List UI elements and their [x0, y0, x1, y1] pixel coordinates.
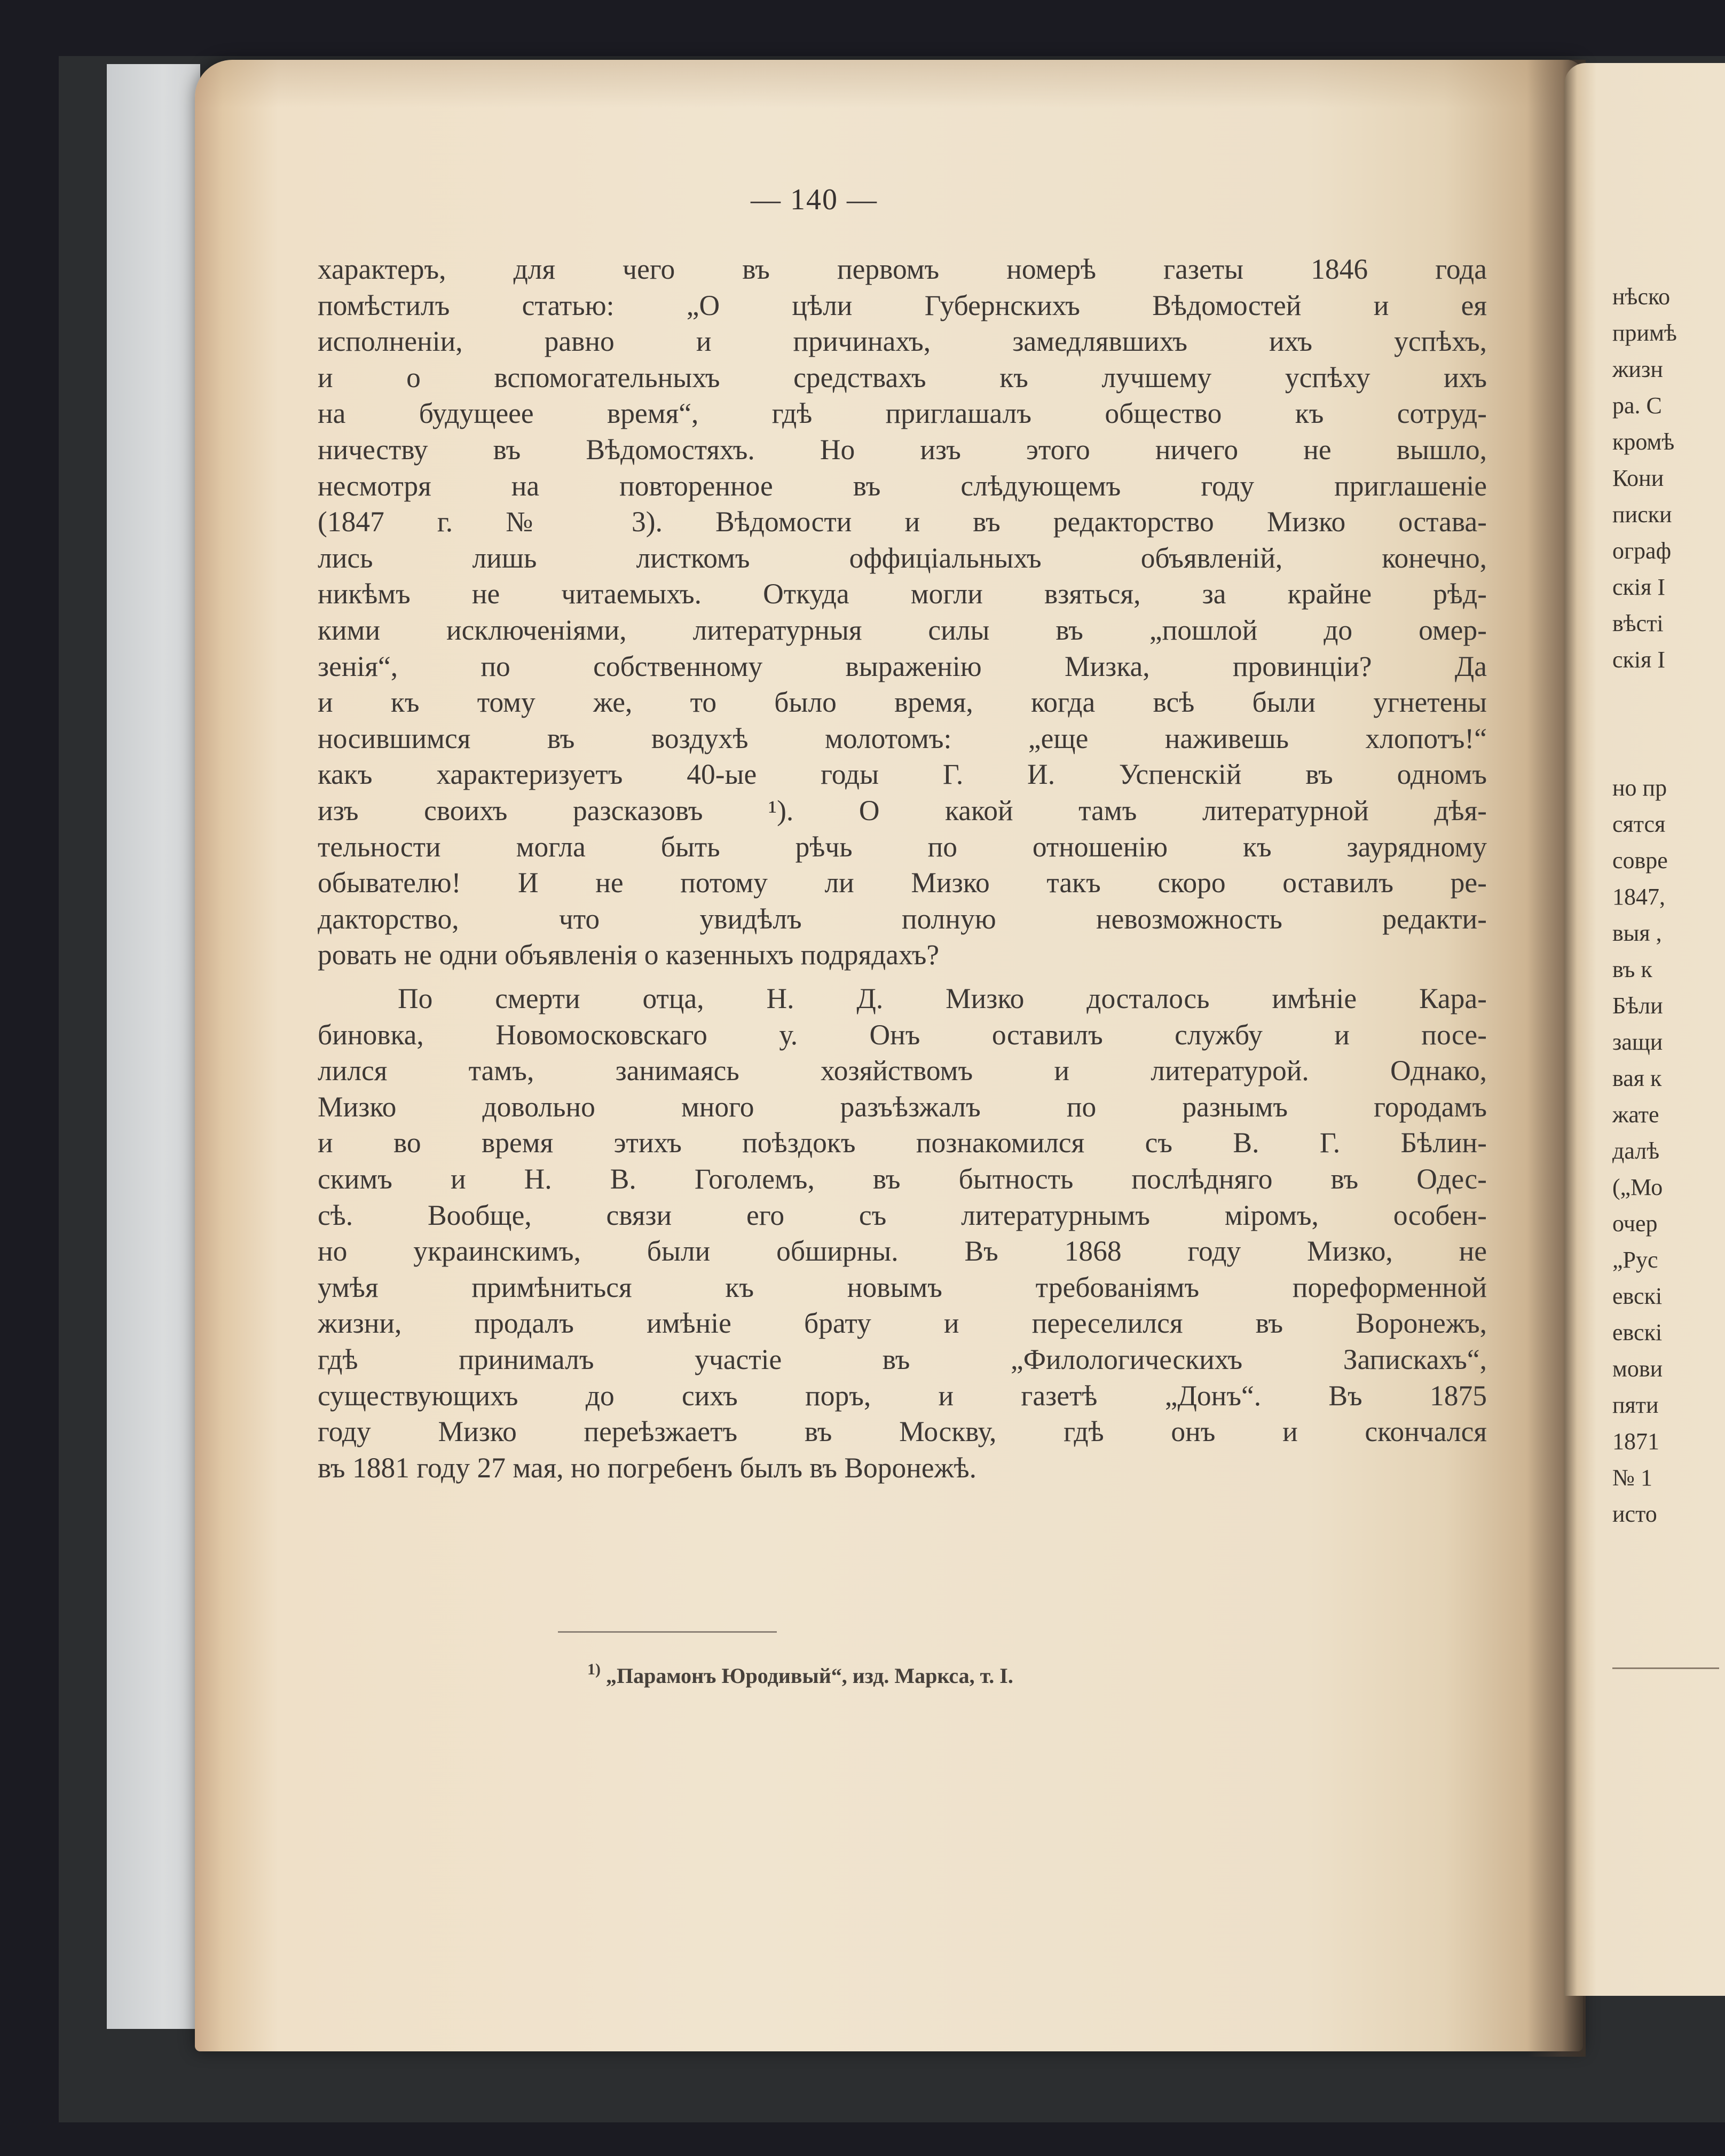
text-line: умѣя примѣниться къ новымъ требованіямъ пореформенной — [318, 1271, 1487, 1303]
text-line: сѣ. Вообще, связи его съ литературнымъ міромъ, особен- — [318, 1199, 1487, 1231]
facing-text-line: жизн — [1612, 356, 1663, 382]
facing-text-line: Кони — [1612, 465, 1664, 491]
facing-text-line: евскі — [1612, 1319, 1663, 1345]
facing-text-line: „Рус — [1612, 1247, 1658, 1273]
text-line: характеръ, для чего въ первомъ номерѣ газеты 1846 года — [318, 253, 1487, 285]
facing-text-line: выя , — [1612, 920, 1662, 946]
facing-text-line: ра. С — [1612, 392, 1662, 419]
text-line: и о вспомогательныхъ средствахъ къ лучшему успѣху ихъ — [318, 361, 1487, 394]
facing-text-line: Бѣли — [1612, 993, 1663, 1019]
text-line: несмотря на повторенное въ слѣдующемъ году приглашеніе — [318, 469, 1487, 502]
text-line: въ 1881 году 27 мая, но погребенъ былъ въ Воронежѣ. — [318, 1451, 977, 1484]
facing-text-line: скія І — [1612, 647, 1666, 673]
text-line: и къ тому же, то было время, когда всѣ были угнетены — [318, 686, 1487, 719]
text-line: году Мизко переѣзжаетъ въ Москву, гдѣ онъ и скончался — [318, 1415, 1487, 1448]
text-line: Мизко довольно много разъѣзжалъ по разнымъ городамъ — [318, 1090, 1487, 1123]
page-number: — 140 — — [751, 183, 878, 216]
facing-text-line: 1871 — [1612, 1428, 1659, 1454]
text-line: зенія“, по собственному выраженію Мизка, провинціи? Да — [318, 650, 1487, 682]
facing-text-line: въ к — [1612, 956, 1652, 982]
text-line: никѣмъ не читаемыхъ. Откуда могли взяться, за крайне рѣд- — [318, 578, 1487, 610]
page-top-shade — [195, 60, 1583, 108]
text-line: ровать не одни объявленія о казенныхъ подрядахъ? — [318, 939, 940, 971]
facing-text-line: сятся — [1612, 811, 1666, 837]
facing-text-line: далѣ — [1612, 1138, 1660, 1164]
footnote — [587, 1661, 1013, 1688]
text-line: на будущеее время“, гдѣ приглашалъ общество къ сотруд- — [318, 397, 1487, 430]
facing-text-line: пяти — [1612, 1392, 1659, 1418]
facing-text-line: евскі — [1612, 1283, 1663, 1309]
text-line: биновка, Новомосковскаго у. Онъ оставилъ службу и посе- — [318, 1018, 1487, 1051]
text-line: (1847 г. № 3). Вѣдомости и въ редакторство Мизко остава- — [318, 506, 1487, 538]
text-line: помѣстилъ статью: „О цѣли Губернскихъ Вѣдомостей и ея — [318, 289, 1487, 321]
facing-text-line: примѣ — [1612, 320, 1677, 346]
text-line: лился тамъ, занимаясь хозяйствомъ и литературой. Однако, — [318, 1055, 1487, 1087]
facing-text-line: совре — [1612, 847, 1668, 874]
text-line: гдѣ принималъ участіе въ „Филологическихъ Запискахъ“, — [318, 1343, 1487, 1375]
facing-text-line: защи — [1612, 1029, 1663, 1055]
footnote-separator — [558, 1631, 777, 1633]
facing-text-line: ограф — [1612, 538, 1672, 564]
endpaper-strip — [107, 64, 200, 2029]
facing-text-line: 1847, — [1612, 884, 1665, 910]
text-line: По смерти отца, Н. Д. Мизко досталось имѣніе Кара- — [398, 982, 1487, 1014]
text-line: жизни, продалъ имѣніе брату и переселился въ Воронежъ, — [318, 1307, 1487, 1340]
text-line: кими исключеніями, литературныя силы въ „пошлой до омер- — [318, 614, 1487, 646]
text-line: исполненіи, равно и причинахъ, замедлявшихъ ихъ успѣхъ, — [318, 325, 1487, 358]
book-page-right — [1564, 63, 1725, 1996]
facing-text-line: писки — [1612, 501, 1672, 528]
text-line: но украинскимъ, были обширны. Въ 1868 году Мизко, не — [318, 1235, 1487, 1268]
facing-text-line: скія І — [1612, 574, 1666, 600]
text-line: носившимся въ воздухѣ молотомъ: „еще наживешь хлопотъ!“ — [318, 722, 1487, 754]
text-line: существующихъ до сихъ поръ, и газетѣ „Донъ“. Въ 1875 — [318, 1379, 1487, 1412]
text-line: тельности могла быть рѣчь по отношенію къ заурядному — [318, 830, 1487, 863]
text-line: лись лишь листкомъ оффиціальныхъ объявленій, конечно, — [318, 541, 1487, 574]
text-line: обывателю! И не потому ли Мизко такъ скоро оставилъ ре- — [318, 867, 1487, 899]
text-line: изъ своихъ разсказовъ ¹). О какой тамъ литературной дѣя- — [318, 794, 1487, 827]
facing-footnote-separator — [1612, 1667, 1719, 1669]
facing-text-line: мови — [1612, 1356, 1663, 1382]
text-line: скимъ и Н. В. Гоголемъ, въ бытность послѣдняго въ Одес- — [318, 1163, 1487, 1195]
text-line: какъ характеризуетъ 40-ые годы Г. И. Успенскій въ одномъ — [318, 758, 1487, 791]
facing-text-line: очер — [1612, 1210, 1658, 1237]
facing-text-line: исто — [1612, 1501, 1657, 1527]
facing-text-line: но пр — [1612, 775, 1667, 801]
text-line: дакторство, что увидѣлъ полную невозможность редакти- — [318, 902, 1487, 935]
facing-text-line: вѣсті — [1612, 610, 1664, 636]
facing-text-line: жате — [1612, 1101, 1659, 1128]
text-line: ничеству въ Вѣдомостяхъ. Но изъ этого ничего не вышло, — [318, 434, 1487, 466]
footnote-text: „Парамонъ Юродивый“, изд. Маркса, т. I. — [601, 1664, 1013, 1688]
facing-text-line: вая к — [1612, 1065, 1662, 1091]
facing-text-line: („Мо — [1612, 1174, 1663, 1200]
facing-text-line: нѣско — [1612, 284, 1671, 310]
facing-text-line: № 1 — [1612, 1465, 1652, 1491]
text-line: и во время этихъ поѣздокъ познакомился съ В. Г. Бѣлин- — [318, 1127, 1487, 1159]
footnote-mark: 1) — [587, 1661, 601, 1678]
facing-text-line: кромѣ — [1612, 429, 1675, 455]
